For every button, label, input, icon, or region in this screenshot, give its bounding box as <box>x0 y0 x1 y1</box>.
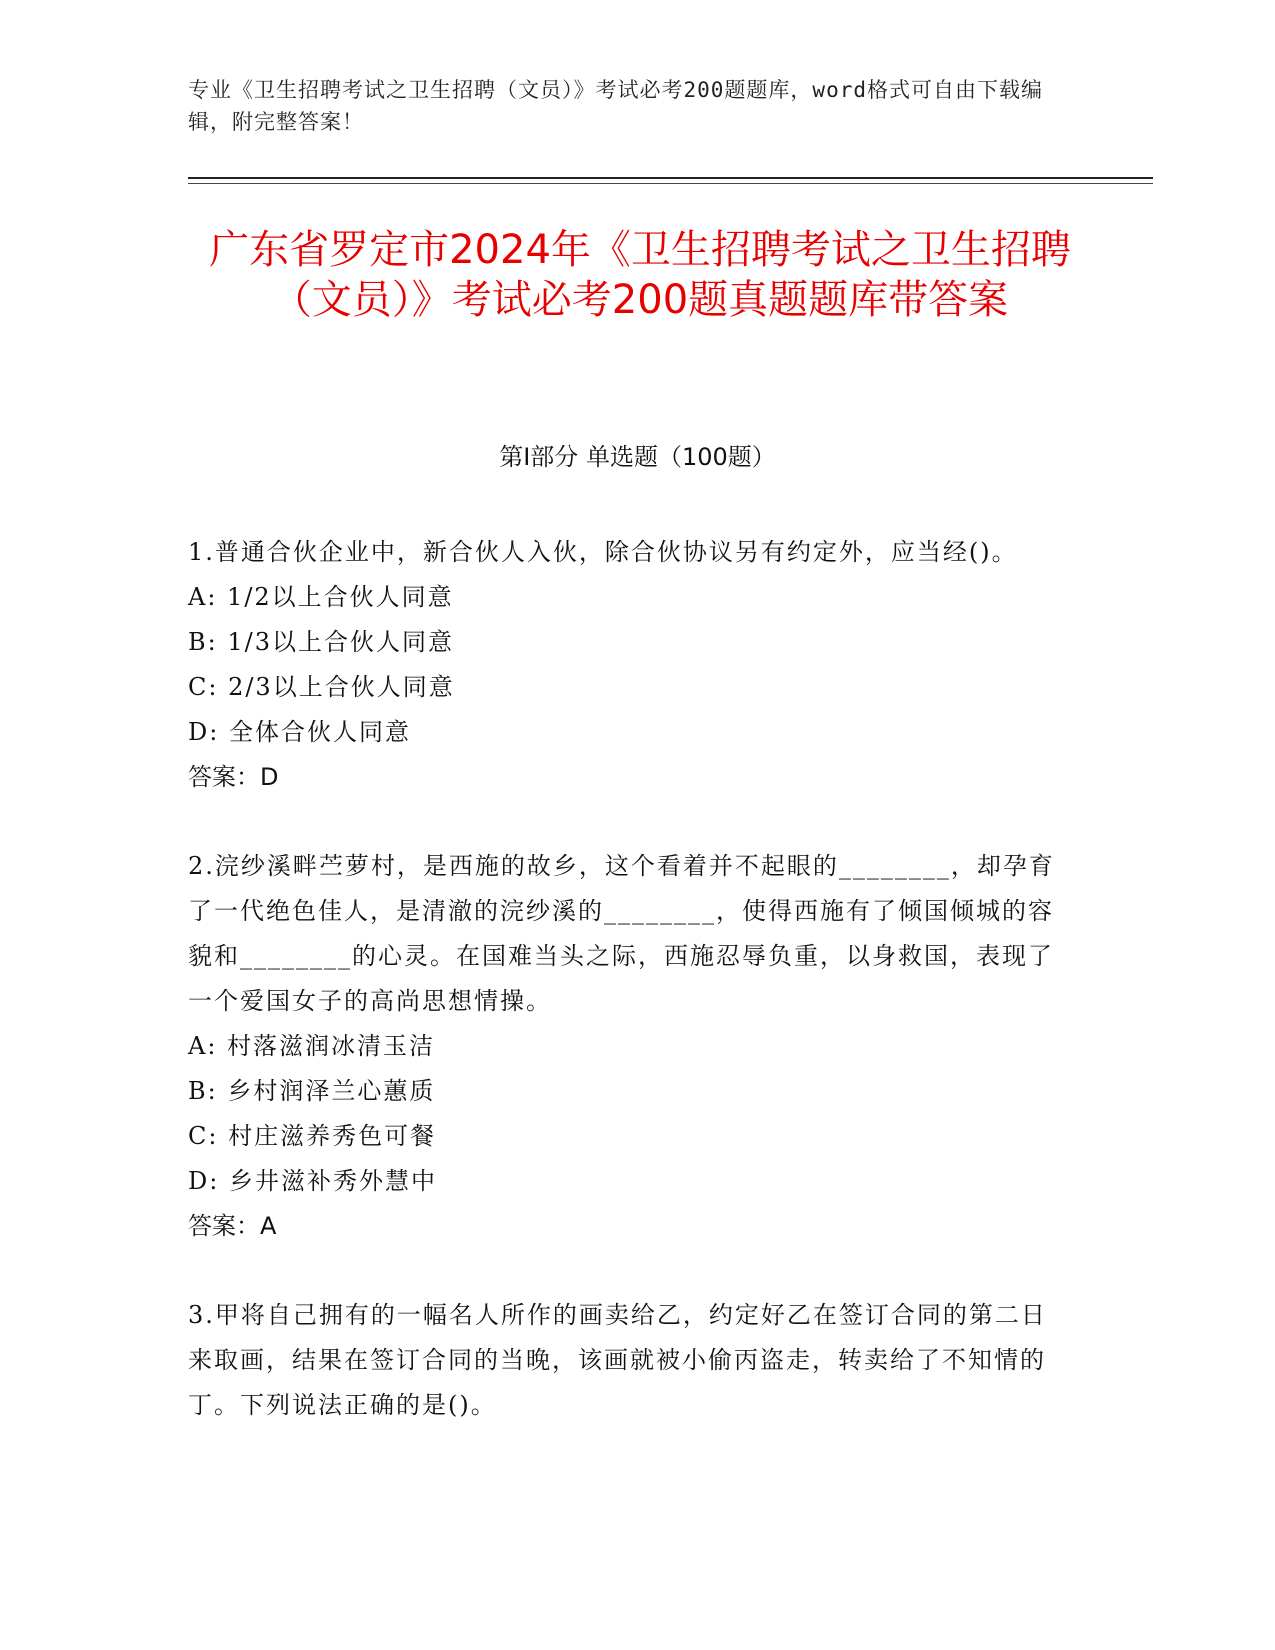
option-b: B: 1/3以上合伙人同意 <box>188 628 454 656</box>
header-divider-thick <box>188 177 1153 179</box>
option-b: B: 乡村润泽兰心蕙质 <box>188 1077 436 1105</box>
question-text: 2.浣纱溪畔苎萝村，是西施的故乡，这个看着并不起眼的________，却孕育了一代绝色佳人，是清澈的浣纱溪的________，使得西施有了倾国倾城的容貌和________的心灵。在国难当头之际，西施忍辱负重，以身救国，表现了一个爱国女子的高尚思想情操。 <box>188 852 1055 1015</box>
answer: 答案：A <box>188 1212 277 1240</box>
question-list <box>188 530 1068 1472</box>
option-a: A: 村落滋润冰清玉洁 <box>188 1032 436 1060</box>
option-a: A: 1/2以上合伙人同意 <box>188 583 454 611</box>
option-c: C: 村庄滋养秀色可餐 <box>188 1122 437 1150</box>
question-3 <box>188 1293 1068 1428</box>
question-text: 1.普通合伙企业中，新合伙人入伙，除合伙协议另有约定外，应当经()。 <box>188 538 1018 566</box>
header-note: 专业《卫生招聘考试之卫生招聘（文员）》考试必考200题题库，word格式可自由下载编辑，附完整答案！ <box>188 78 1043 134</box>
option-d: D: 乡井滋补秀外慧中 <box>188 1167 437 1195</box>
section-title: 第Ⅰ部分 单选题（100题） <box>499 443 776 471</box>
question-1 <box>188 530 1068 800</box>
question-text: 3.甲将自己拥有的一幅名人所作的画卖给乙，约定好乙在签订合同的第二日来取画，结果在签订合同的当晚，该画就被小偷丙盗走，转卖给了不知情的丁。下列说法正确的是()。 <box>188 1301 1047 1419</box>
document-title: 广东省罗定市2024年《卫生招聘考试之卫生招聘（文员）》考试必考200题真题题库带答案 <box>209 227 1071 323</box>
option-c: C: 2/3以上合伙人同意 <box>188 673 455 701</box>
question-2 <box>188 844 1068 1249</box>
answer: 答案：D <box>188 763 279 791</box>
option-d: D: 全体合伙人同意 <box>188 718 411 746</box>
header-divider-thin <box>188 183 1153 184</box>
